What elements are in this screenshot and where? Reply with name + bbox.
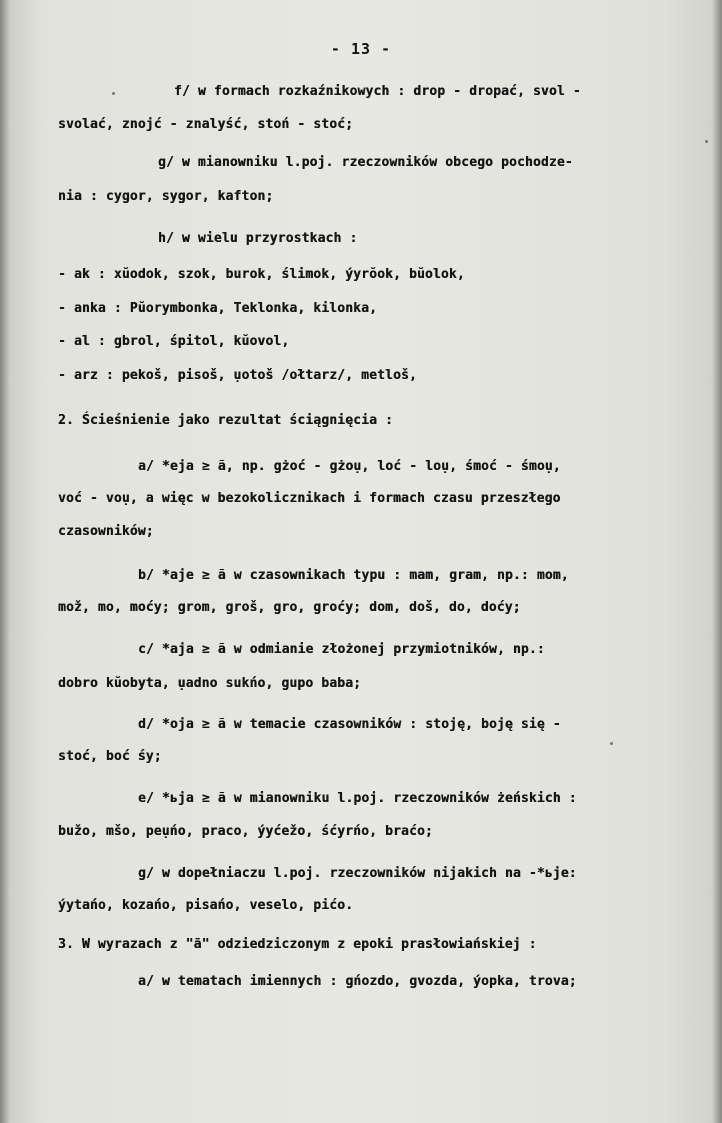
section-heading: 3. W wyrazach z "ā" odziedziczonym z epoki prasłowiańskiej : [58, 937, 537, 952]
ink-speck [112, 92, 115, 95]
text-line: dobro kŭobyta, ụadno sukńo, gupo baba; [58, 676, 362, 691]
ink-speck [610, 742, 613, 745]
text-line: f/ w formach rozkaźnikowych : drop - dropać, svol - [174, 84, 581, 99]
text-line: ýytańo, kozańo, pisańo, veselo, pićo. [58, 898, 354, 913]
page-edge-shadow-right [712, 0, 722, 1123]
text-line: g/ w mianowniku l.poj. rzeczowników obcego pochodze- [158, 155, 573, 170]
text-line: e/ *ьja ≥ ã w mianowniku l.poj. rzeczowników żeńskich : [138, 791, 577, 806]
text-line: mož, mo, moćy; grom, groš, gro, groćy; dom, doš, do, doćy; [58, 600, 521, 615]
text-line: c/ *aja ≥ ã w odmianie złożonej przymiotników, np.: [138, 642, 545, 657]
text-line: czasowników; [58, 524, 154, 539]
page-edge-shadow-left [0, 0, 10, 1123]
page-number: - 13 - [330, 40, 392, 58]
text-line: - ak : xŭodok, szok, burok, ślimok, ýyrŏok, bŭolok, [58, 267, 465, 282]
text-line: g/ w dopełniaczu l.poj. rzeczowników nijakich na -*ьje: [138, 866, 577, 881]
ink-speck [705, 140, 708, 143]
text-line: a/ *eja ≥ ã, np. gżoć - gżoụ, loć - loụ, śmoć - śmoụ, [138, 459, 561, 474]
text-line: d/ *oja ≥ ã w temacie czasowników : stoję, boję się - [138, 717, 561, 732]
text-line: voć - voụ, a więc w bezokolicznikach i formach czasu przeszłego [58, 491, 561, 506]
text-line: nia : cygor, sygor, kafton; [58, 189, 274, 204]
text-line: b/ *aje ≥ ã w czasownikach typu : mam, gram, np.: mom, [138, 568, 569, 583]
text-line: bužo, mšo, peụńo, praco, ýyćežo, śćyrńo, braćo; [58, 824, 433, 839]
text-line: svolać, znojć - znalyść, stoń - stoć; [58, 117, 354, 132]
section-heading: 2. Ścieśnienie jako rezultat ściągnięcia : [58, 413, 394, 428]
text-line: - al : gbrol, śpitol, kŭovol, [58, 334, 290, 349]
text-line: a/ w tematach imiennych : gńozdo, gvozda, ýopka, trova; [138, 974, 577, 989]
text-line: stoć, boć śy; [58, 749, 162, 764]
text-line: - anka : Pŭorymbonka, Teklonka, kilonka, [58, 301, 378, 316]
text-line: - arz : pekoš, pisoš, ụotoš /ołtarz/, metloš, [58, 368, 417, 383]
text-line: h/ w wielu przyrostkach : [158, 231, 358, 246]
